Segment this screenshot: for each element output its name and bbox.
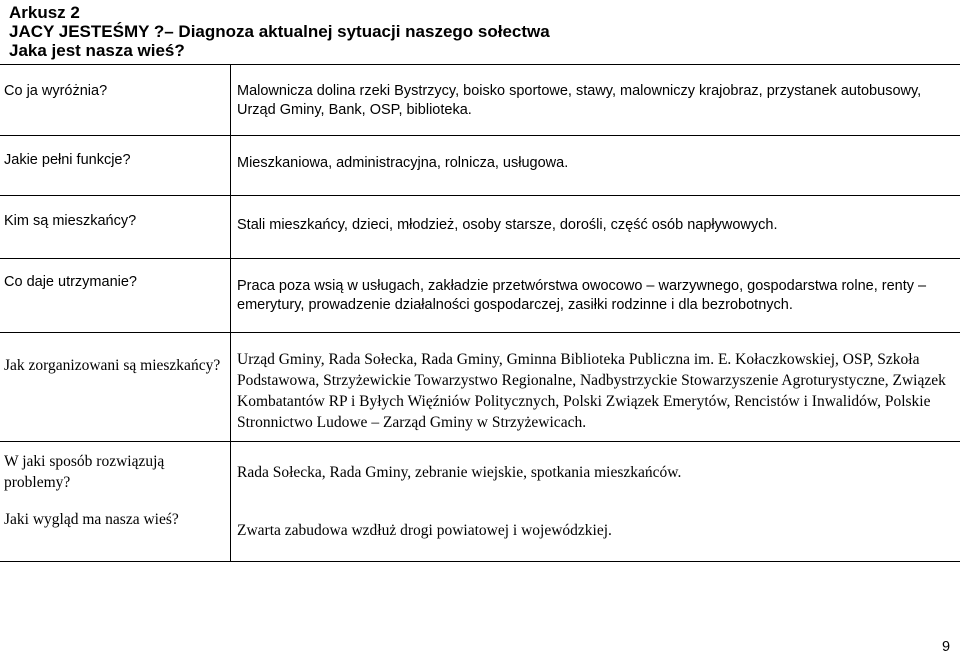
table-border-bottom xyxy=(0,561,960,562)
question-label: Jak zorganizowani są mieszkańcy? xyxy=(4,357,221,374)
row-divider xyxy=(0,135,960,136)
question-label: Co daje utrzymanie? xyxy=(4,274,137,290)
question-label: Kim są mieszkańcy? xyxy=(4,213,137,229)
question-label: W jaki sposób rozwiązują problemy? xyxy=(4,453,165,491)
row-divider xyxy=(0,441,960,442)
row-divider xyxy=(0,332,960,333)
question-label: Jakie pełni funkcje? xyxy=(4,152,131,168)
column-divider xyxy=(230,64,231,561)
answer-text: Malownicza dolina rzeki Bystrzycy, boisko sportowe, stawy, malowniczy krajobraz, przystanek autobusowy, Urząd Gminy, Bank, OSP, biblioteka. xyxy=(237,83,922,118)
row-divider xyxy=(0,195,960,196)
answer-text: Stali mieszkańcy, dzieci, młodzież, osoby starsze, dorośli, część osób napływowych. xyxy=(237,217,778,233)
row-divider xyxy=(0,258,960,259)
page-number: 9 xyxy=(942,639,951,655)
answer-text: Rada Sołecka, Rada Gminy, zebranie wiejskie, spotkania mieszkańców. xyxy=(237,464,682,481)
answer-text: Praca poza wsią w usługach, zakładzie przetwórstwa owocowo – warzywnego, gospodarstwa rolne, renty – emerytury, prowadzenie działalności gospodarczej, zasiłki rodzinne i dla bezrobotnych. xyxy=(237,278,927,313)
question-label: Jaki wygląd ma nasza wieś? xyxy=(4,511,179,528)
table-border-top xyxy=(0,64,960,65)
answer-text: Zwarta zabudowa wzdłuż drogi powiatowej i wojewódzkiej. xyxy=(237,522,612,539)
sheet-label: Arkusz 2 xyxy=(9,3,80,22)
answer-text: Mieszkaniowa, administracyjna, rolnicza, usługowa. xyxy=(237,155,569,171)
page-subtitle: Jaka jest nasza wieś? xyxy=(9,41,185,60)
page-title: JACY JESTEŚMY ?– Diagnoza aktualnej sytuacji naszego sołectwa xyxy=(9,22,550,41)
question-label: Co ja wyróżnia? xyxy=(4,83,108,99)
answer-text: Urząd Gminy, Rada Sołecka, Rada Gminy, Gminna Biblioteka Publiczna im. E. Kołaczkowskiej, OSP, Szkoła Podstawowa, Strzyżewickie Towarzystwo Regionalne, Nadbystrzyckie Stowarzyszenie Agroturystyczne, Związek Kombatantów RP i Byłych Więźniów Politycznych, Polski Związek Emerytów, Rencistów i Inwalidów, Polskie Stronnictwo Ludowe – Zarząd Gminy w Strzyżewicach. xyxy=(237,351,946,431)
